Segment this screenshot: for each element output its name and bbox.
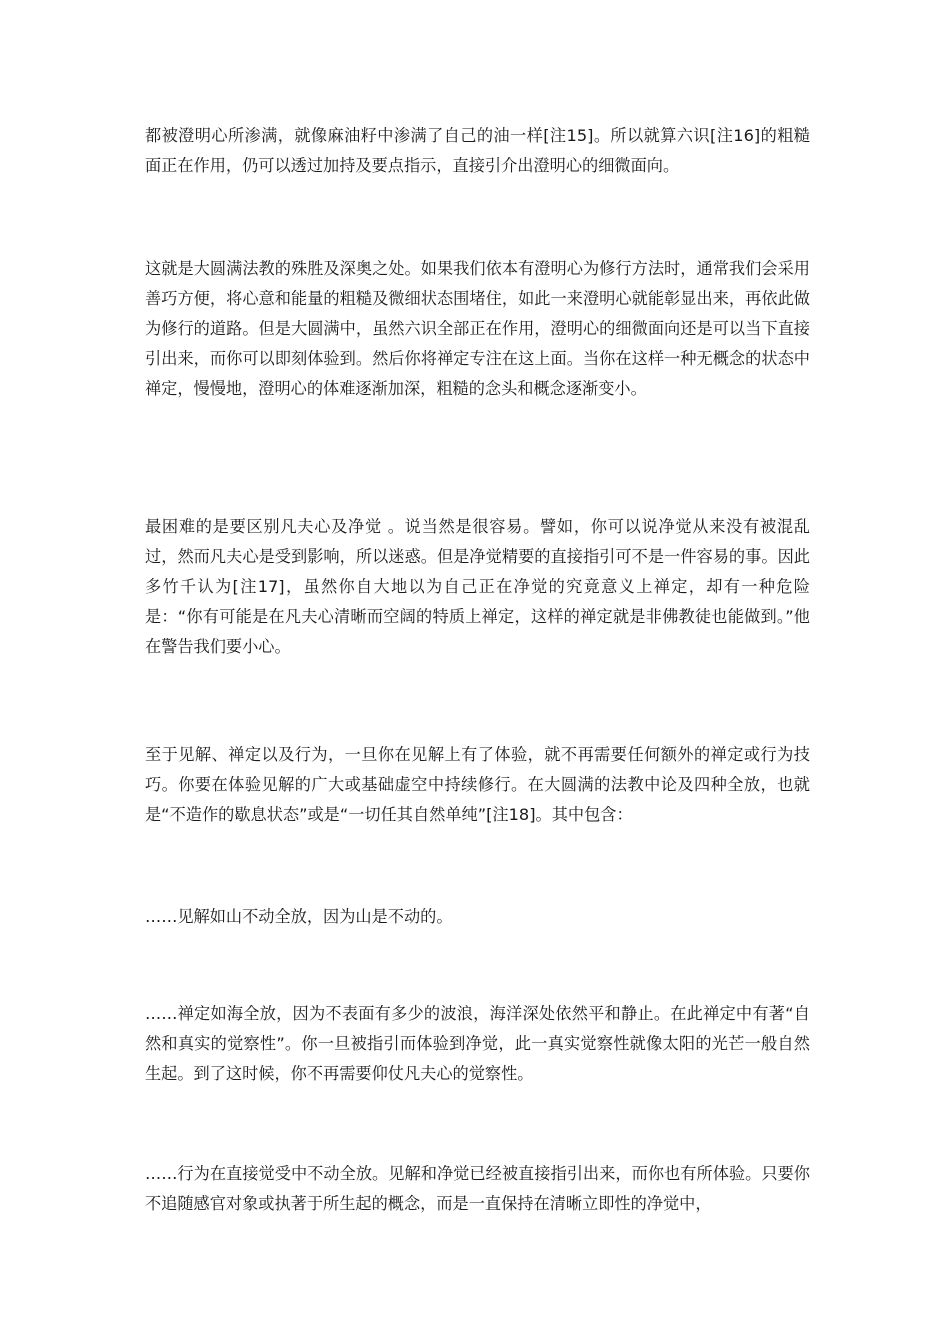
- paragraph-2: 这就是大圆满法教的殊胜及深奥之处。如果我们依本有澄明心为修行方法时，通常我们会采用善巧方便，将心意和能量的粗糙及微细状态围堵住，如此一来澄明心就能彰显出来，再依此做为修行的道路。但是大圆满中，虽然六识全部正在作用，澄明心的细微面向还是可以当下直接引出来，而你可以即刻体验到。然后你将禅定专注在这上面。当你在这样一种无概念的状态中禅定，慢慢地，澄明心的体难逐渐加深，粗糙的念头和概念逐渐变小。: [145, 259, 810, 398]
- paragraph-6: ……禅定如海全放，因为不表面有多少的波浪，海洋深处依然平和静止。在此禅定中有著“自然和真实的觉察性”。你一旦被指引而体验到净觉，此一真实觉察性就像太阳的光芒一般自然生起。到了这时候，你不再需要仰仗凡夫心的觉察性。: [145, 1004, 810, 1083]
- paragraph-4: 至于见解、禅定以及行为，一旦你在见解上有了体验，就不再需要任何额外的禅定或行为技巧。你要在体验见解的广大或基础虚空中持续修行。在大圆满的法教中论及四种全放，也就是“不造作的歇息状态”或是“一切任其自然单纯”[注18]。其中包含：: [145, 745, 810, 824]
- paragraph-7: ……行为在直接觉受中不动全放。见解和净觉已经被直接指引出来，而你也有所体验。只要你不追随感官对象或执著于所生起的概念，而是一直保持在清晰立即性的净觉中，: [145, 1164, 810, 1213]
- paragraph-3: 最困难的是要区别凡夫心及净觉 。说当然是很容易。譬如，你可以说净觉从来没有被混乱过，然而凡夫心是受到影响，所以迷惑。但是净觉精要的直接指引可不是一件容易的事。因此多竹千认为[注17]，虽然你自大地以为自己正在净觉的究竟意义上禅定，却有一种危险是：“你有可能是在凡夫心清晰而空阔的特质上禅定，这样的禅定就是非佛教徒也能做到。”他在警告我们要小心。: [145, 517, 810, 656]
- paragraph-5: ……见解如山不动全放，因为山是不动的。: [145, 907, 453, 926]
- paragraph-1: 都被澄明心所渗满，就像麻油籽中渗满了自己的油一样[注15]。所以就算六识[注16]的粗糙面正在作用，仍可以透过加持及要点指示，直接引介出澄明心的细微面向。: [145, 126, 810, 175]
